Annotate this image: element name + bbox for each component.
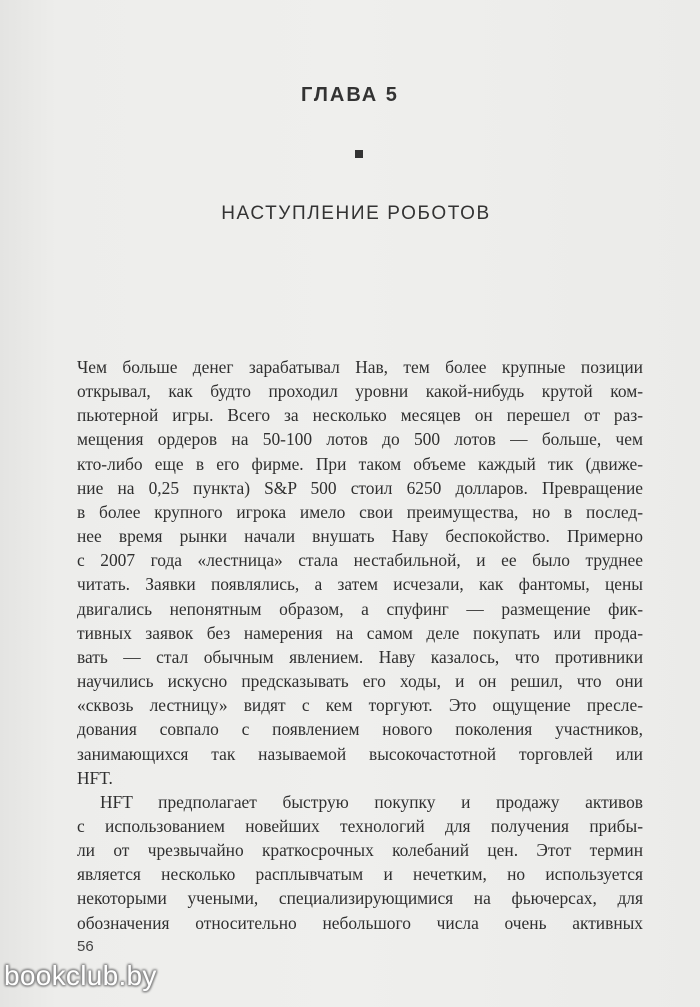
text-line: открывал, как будто проходил уровни какой-нибудь крутой ком- <box>77 381 643 402</box>
text-line: в более крупного игрока имело свои преимущества, но в послед- <box>77 501 643 522</box>
text-line: пьютерной игры. Всего за несколько месяцев он перешел от раз- <box>77 405 643 426</box>
text-line: тивных заявок без намерения на самом деле покупать или прода- <box>77 622 643 643</box>
text-line: ли от чрезвычайно краткосрочных колебаний цен. Этот термин <box>77 840 643 861</box>
text-line: с 2007 года «лестница» стала нестабильной, и ее было труднее <box>77 550 643 571</box>
text-line: обозначения относительно небольшого числа очень активных <box>77 912 643 933</box>
text-line: мещения ордеров на 50-100 лотов до 500 лотов — больше, чем <box>77 429 643 450</box>
watermark-logo: bookclub.by <box>4 960 157 991</box>
text-line: нее время рынки начали внушать Наву беспокойство. Примерно <box>77 526 643 547</box>
text-line: кто-либо еще в его фирме. При таком объеме каждый тик (движе- <box>77 453 643 474</box>
text-line: HFT предполагает быструю покупку и продажу активов <box>100 791 643 812</box>
text-line: дования совпало с появлением нового поколения участников, <box>77 719 643 740</box>
text-line: занимающихся так называемой высокочастотной торговлей или <box>77 743 643 764</box>
text-line: некоторыми учеными, специализирующимися на фьючерсах, для <box>77 888 643 909</box>
page-number: 56 <box>77 938 94 955</box>
chapter-divider-square <box>355 150 363 158</box>
chapter-number: ГЛАВА 5 <box>301 84 399 106</box>
text-line: «сквозь лестницу» видят с кем торгуют. Это ощущение пресле- <box>77 695 643 716</box>
chapter-title: НАСТУПЛЕНИЕ РОБОТОВ <box>221 203 491 224</box>
body-text <box>77 355 643 935</box>
text-line: двигались непонятным образом, а спуфинг — размещение фик- <box>77 598 643 619</box>
text-line: вать — стал обычным явлением. Наву казалось, что противники <box>77 646 643 667</box>
text-line: ние на 0,25 пункта) S&P 500 стоил 6250 долларов. Превращение <box>77 477 643 498</box>
text-line: читать. Заявки появлялись, а затем исчезали, как фантомы, цены <box>77 574 643 595</box>
text-line: HFT. <box>77 767 113 788</box>
text-line: Чем больше денег зарабатывал Нав, тем более крупные позиции <box>77 357 643 377</box>
text-line: с использованием новейших технологий для получения прибы- <box>77 815 643 836</box>
text-line: научились искусно предсказывать его ходы, и он решил, что они <box>77 671 643 692</box>
text-line: является несколько расплывчатым и нечетким, но используется <box>77 864 643 885</box>
